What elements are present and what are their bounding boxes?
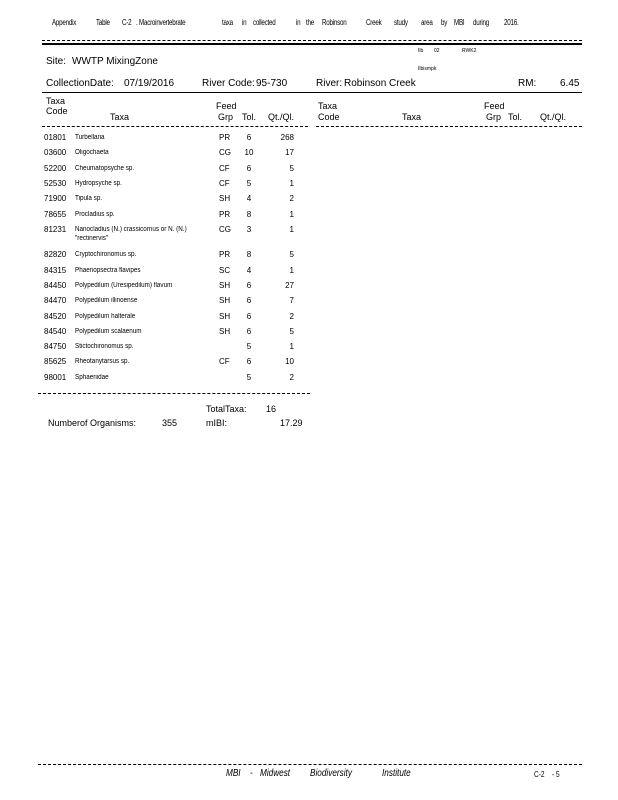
header-word: 2016. [504,18,519,27]
taxa-code: 52200 [44,163,67,173]
taxa-name: Hydropsyche sp. [75,179,122,187]
taxa-code: 84540 [44,326,67,336]
taxa-code: 84315 [44,265,67,275]
feed-group: CF [219,163,230,173]
site-value: WWTP MixingZone [72,56,158,67]
total-taxa-value: 16 [266,404,277,414]
taxa-code: 84750 [44,342,67,352]
feed-group: CF [219,357,230,367]
footer-page: C-2 [534,770,545,779]
header-word: the [306,18,314,27]
footer-word2: Biodiversity [310,768,352,779]
feed-group: SH [219,326,231,336]
header-word: C-2 [122,18,132,27]
taxa-code: 98001 [44,372,67,382]
col-taxa-code-2: Code [46,106,68,116]
taxa-name: Cheumatopsyche sp. [75,164,135,172]
col-taxa-code-2: Code [318,112,340,122]
col-tol: Tol. [508,112,523,122]
feed-group: CF [219,178,230,188]
taxa-name: Stictochironomus sp. [75,343,134,351]
tolerance: 4 [246,194,252,204]
tolerance: 8 [246,250,252,260]
quantity: 2 [289,194,294,204]
footer-rule [38,764,582,765]
organisms-label: Numberof Organisms: [48,418,137,428]
taxa-name: Polypedilum halterale [75,312,136,320]
header-word: Appendix [52,18,77,27]
col-feed-1: Feed [484,101,505,111]
tolerance: 6 [246,326,252,336]
feed-group: SC [219,265,231,275]
tolerance: 4 [246,265,252,275]
taxa-code: 85625 [44,357,67,367]
col-feed-1: Feed [216,101,237,111]
mibi-value: 17.29 [280,418,303,428]
taxa-code: 84520 [44,311,67,321]
table-bottom-rule [38,393,310,394]
tolerance: 10 [244,148,254,158]
col-taxa-code-1: Taxa [318,101,338,111]
feed-group: SH [219,311,231,321]
col-feed-2: Grp [218,112,234,122]
header-word: taxa [222,18,233,27]
collection-date-label: CollectionDate: [46,78,114,89]
feed-group: SH [219,296,231,306]
header-word: Creek [366,18,382,27]
quantity: 1 [289,265,294,275]
col-qt: Qt./Ql. [540,112,567,122]
tolerance: 6 [246,280,252,290]
taxa-code: 84450 [44,280,67,290]
col-taxa: Taxa [402,112,422,122]
tolerance: 5 [246,342,252,352]
header-word: collected [253,18,276,27]
taxa-name: Cryptochironomus sp. [75,251,137,259]
header-rule-left [42,126,308,127]
footer-dash: - [250,768,253,779]
meta-mark-d: Ilbismpk [418,66,437,72]
footer-org: MBI [226,768,241,779]
tolerance: 6 [246,163,252,173]
tolerance: 6 [246,296,252,306]
col-qt: Qt./Ql. [268,112,295,122]
taxa-name: Polypedilum scalaenum [75,327,142,335]
feed-group: PR [219,133,231,142]
quantity: 5 [289,326,294,336]
quantity: 1 [289,209,294,219]
header-word: MBI [454,18,465,27]
header-word: Table [96,18,110,27]
taxa-code: 81231 [44,224,67,234]
rm-label: RM: [518,78,537,89]
col-taxa-code-1: Taxa [46,96,66,106]
footer-word3: Institute [382,768,411,779]
header-word: Robinson [322,18,347,27]
top-rule-solid [42,43,582,45]
taxa-name: Sphaeriidae [75,373,109,381]
tolerance: 8 [246,209,252,219]
feed-group: CG [219,148,231,158]
col-tol: Tol. [242,112,257,122]
taxa-code: 82820 [44,250,67,260]
quantity: 1 [289,178,294,188]
header-word: study [394,18,408,27]
quantity: 2 [289,372,294,382]
quantity: 5 [289,250,294,260]
collection-date-value: 07/19/2016 [124,78,175,89]
feed-group: PR [219,250,231,260]
tolerance: 6 [246,357,252,367]
taxa-code: 03600 [44,148,67,158]
taxa-code: 78655 [44,209,67,219]
taxa-name: Oligochaeta [75,149,109,157]
header-word: in [296,18,301,27]
rm-value: 6.45 [560,78,580,89]
col-feed-2: Grp [486,112,502,122]
header-word: during [473,18,489,27]
header-word: . Macroinvertebrate [136,18,186,27]
taxa-name: Tipula sp. [75,195,103,203]
col-taxa: Taxa [110,112,130,122]
quantity: 5 [289,163,294,173]
taxa-name: Rheotanytarsus sp. [75,358,130,366]
taxa-code: 01801 [44,133,67,142]
feed-group: PR [219,209,231,219]
total-taxa-label: TotalTaxa: [206,404,247,414]
tolerance: 5 [246,372,252,382]
organisms-value: 355 [162,418,178,428]
collection-rule [42,92,582,93]
quantity: 2 [289,311,294,321]
taxa-name: Turbellaria [75,134,105,141]
quantity: 27 [285,280,294,290]
taxa-name: Nanocladius (N.) crassicornus or N. (N.) [75,225,187,233]
taxa-name: Phaenopsectra flavipes [75,266,141,274]
river-value: Robinson Creek [344,78,416,89]
mibi-label: mIBI: [206,418,228,428]
quantity: 1 [289,342,294,352]
taxa-name: Polypedilum (Uresipedilum) flavum [75,281,173,289]
quantity: 10 [285,357,294,367]
tolerance: 5 [246,178,252,188]
meta-mark-b: 02 [434,48,440,54]
quantity: 7 [289,296,294,306]
river-code-label: River Code: [202,78,255,89]
taxa-code: 71900 [44,194,67,204]
footer-word1: Midwest [260,768,291,779]
site-label: Site: [46,56,67,67]
tolerance: 6 [246,133,252,142]
feed-group: SH [219,194,231,204]
taxa-name: Polypedilum illinoense [75,297,138,305]
tolerance: 3 [246,224,252,234]
feed-group: SH [219,280,231,290]
taxa-name-cont: "rectinervis" [75,234,109,242]
quantity: 268 [280,133,294,142]
meta-mark-a: Ilb [418,48,424,54]
quantity: 17 [285,148,294,158]
footer-page-num: - 5 [552,770,560,779]
header-rule-right [316,126,582,127]
header-word: in [242,18,247,27]
taxa-name: Procladius sp. [75,210,115,218]
river-code-value: 95-730 [256,78,288,89]
quantity: 1 [289,224,294,234]
tolerance: 6 [246,311,252,321]
header-word: area [421,18,433,27]
river-label: River: [316,78,343,89]
header-word: by [441,18,448,27]
feed-group: CG [219,224,231,234]
taxa-code: 52530 [44,178,67,188]
top-rule-dashed [42,40,582,41]
taxa-code: 84470 [44,296,67,306]
meta-mark-c: RWK2 [462,48,477,54]
